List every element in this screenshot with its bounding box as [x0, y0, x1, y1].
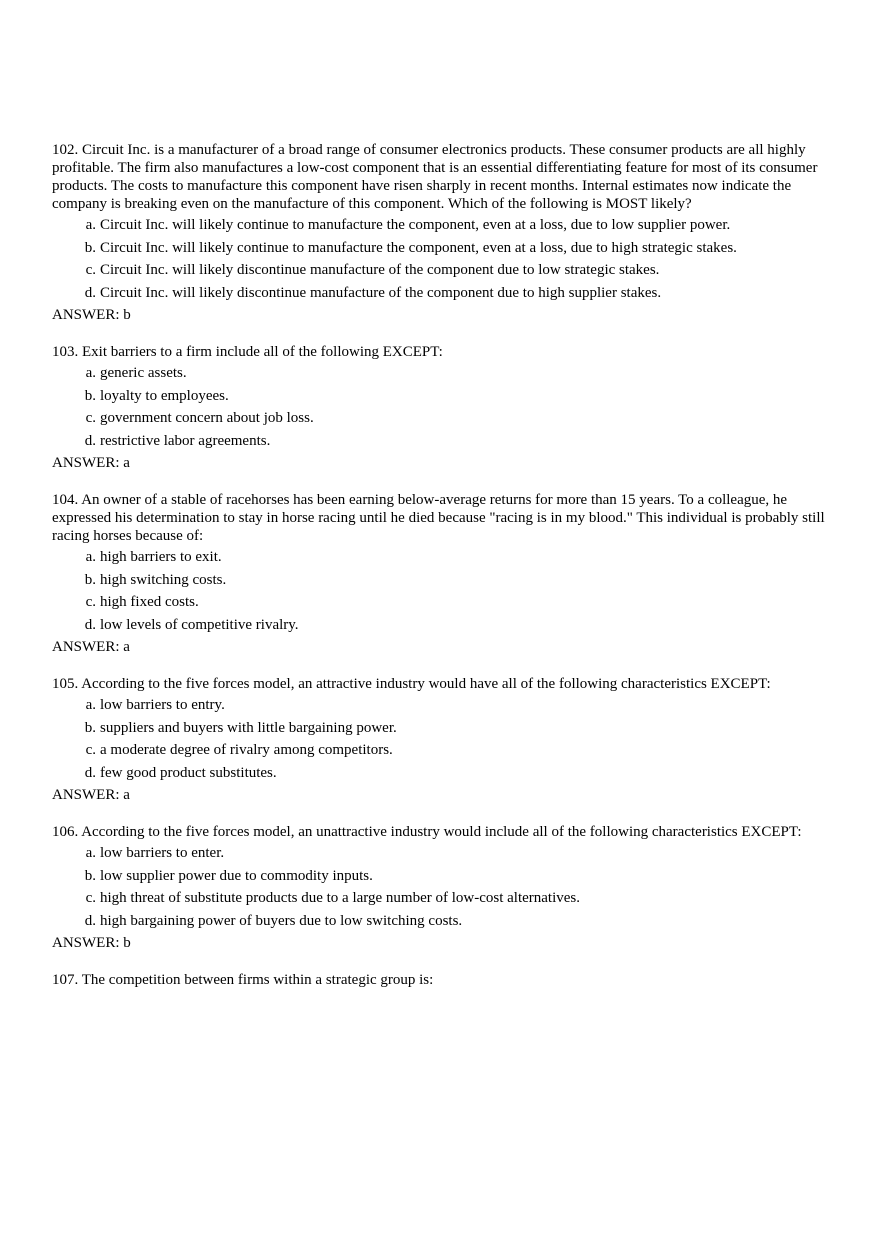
question-stem	[52, 675, 842, 693]
option-text: low supplier power due to commodity inputs.	[100, 867, 373, 884]
option-text: low levels of competitive rivalry.	[100, 616, 299, 633]
question-stem	[52, 491, 842, 545]
question-105	[52, 675, 842, 804]
option-letter: b.	[84, 387, 96, 404]
question-103	[52, 343, 842, 472]
option-c	[52, 741, 842, 759]
question-number: 105.	[52, 676, 79, 692]
option-letter: a.	[85, 217, 96, 233]
option-d	[52, 912, 842, 930]
option-text: a moderate degree of rivalry among competitors.	[100, 742, 393, 758]
answer-key: ANSWER: a	[52, 639, 130, 655]
option-text: high fixed costs.	[100, 594, 199, 610]
option-b	[52, 719, 842, 737]
document-page	[52, 141, 842, 1008]
question-text: Exit barriers to a firm include all of the following EXCEPT:	[82, 344, 443, 360]
option-b	[52, 387, 842, 405]
option-letter: d.	[84, 432, 96, 449]
question-102	[52, 141, 842, 324]
answer-key: ANSWER: b	[52, 307, 131, 323]
option-text: suppliers and buyers with little bargaining power.	[100, 719, 397, 736]
option-text: loyalty to employees.	[100, 387, 229, 404]
question-text: According to the five forces model, an attractive industry would have all of the following characteristics EXCEPT:	[81, 676, 771, 692]
option-d	[52, 616, 842, 634]
option-a	[52, 696, 842, 714]
option-b	[52, 571, 842, 589]
question-text: Circuit Inc. is a manufacturer of a broad range of consumer electronics products. These consumer products are all highly profitable. The firm also manufactures a low-cost component that is an essential differentiating feature for most of its consumer products. The costs to manufacture this component have risen sharply in recent months. Internal estimates now indicate the company is breaking even on the manufacture of this component. Which of the following is MOST likely?	[52, 142, 818, 212]
option-letter: a.	[85, 549, 96, 565]
option-d	[52, 284, 842, 302]
option-d	[52, 764, 842, 782]
option-text: low barriers to entry.	[100, 697, 225, 713]
option-text: high threat of substitute products due to a large number of low-cost alternatives.	[100, 890, 581, 906]
answer-options	[52, 844, 842, 930]
option-text: high switching costs.	[100, 571, 227, 588]
question-number: 106.	[52, 824, 79, 840]
option-c	[52, 261, 842, 279]
option-text: restrictive labor agreements.	[100, 432, 271, 449]
question-stem	[52, 141, 842, 213]
option-letter: c.	[85, 594, 96, 610]
answer-options	[52, 696, 842, 782]
option-d	[52, 432, 842, 450]
question-number: 104.	[52, 492, 79, 508]
option-text: generic assets.	[100, 365, 187, 381]
option-text: government concern about job loss.	[100, 410, 314, 426]
question-text: An owner of a stable of racehorses has been earning below-average returns for more than 15 years. To a colleague, he expressed his determination to stay in horse racing until he died because "racing is in my blood." This individual is probably still racing horses because of:	[52, 492, 825, 544]
option-text: high bargaining power of buyers due to low switching costs.	[100, 912, 463, 929]
option-letter: c.	[85, 410, 96, 426]
option-b	[52, 239, 842, 257]
question-number: 103.	[52, 344, 79, 360]
option-a	[52, 216, 842, 234]
answer-options	[52, 548, 842, 634]
question-106	[52, 823, 842, 952]
option-letter: c.	[85, 890, 96, 906]
option-c	[52, 889, 842, 907]
option-letter: a.	[85, 365, 96, 381]
option-letter: c.	[85, 742, 96, 758]
option-a	[52, 844, 842, 862]
question-text: According to the five forces model, an unattractive industry would include all of the following characteristics EXCEPT:	[81, 824, 802, 840]
option-text: few good product substitutes.	[100, 764, 277, 781]
option-letter: b.	[84, 719, 96, 736]
option-text: low barriers to enter.	[100, 845, 225, 861]
option-c	[52, 593, 842, 611]
question-text: The competition between firms within a strategic group is:	[81, 972, 434, 988]
question-stem	[52, 823, 842, 841]
option-letter: b.	[84, 867, 96, 884]
answer-options	[52, 216, 842, 302]
question-stem	[52, 971, 842, 989]
option-letter: b.	[84, 239, 96, 256]
option-letter: c.	[85, 262, 96, 278]
option-text: Circuit Inc. will likely continue to manufacture the component, even at a loss, due to high strategic stakes.	[100, 239, 737, 256]
question-number: 102.	[52, 142, 79, 158]
option-letter: a.	[85, 845, 96, 861]
option-text: Circuit Inc. will likely discontinue manufacture of the component due to low strategic stakes.	[100, 262, 660, 278]
option-letter: a.	[85, 697, 96, 713]
option-text: high barriers to exit.	[100, 549, 222, 565]
option-text: Circuit Inc. will likely discontinue manufacture of the component due to high supplier stakes.	[100, 284, 662, 301]
answer-options	[52, 364, 842, 450]
answer-key: ANSWER: a	[52, 455, 130, 471]
answer-key: ANSWER: b	[52, 935, 131, 951]
option-letter: d.	[84, 284, 96, 301]
option-letter: d.	[84, 764, 96, 781]
option-a	[52, 548, 842, 566]
option-letter: d.	[84, 616, 96, 633]
option-letter: b.	[84, 571, 96, 588]
question-104	[52, 491, 842, 656]
question-stem	[52, 343, 842, 361]
option-a	[52, 364, 842, 382]
question-number: 107.	[52, 972, 79, 988]
option-text: Circuit Inc. will likely continue to manufacture the component, even at a loss, due to low supplier power.	[100, 217, 731, 233]
answer-key: ANSWER: a	[52, 787, 130, 803]
question-107	[52, 971, 842, 989]
option-c	[52, 409, 842, 427]
option-letter: d.	[84, 912, 96, 929]
option-b	[52, 867, 842, 885]
